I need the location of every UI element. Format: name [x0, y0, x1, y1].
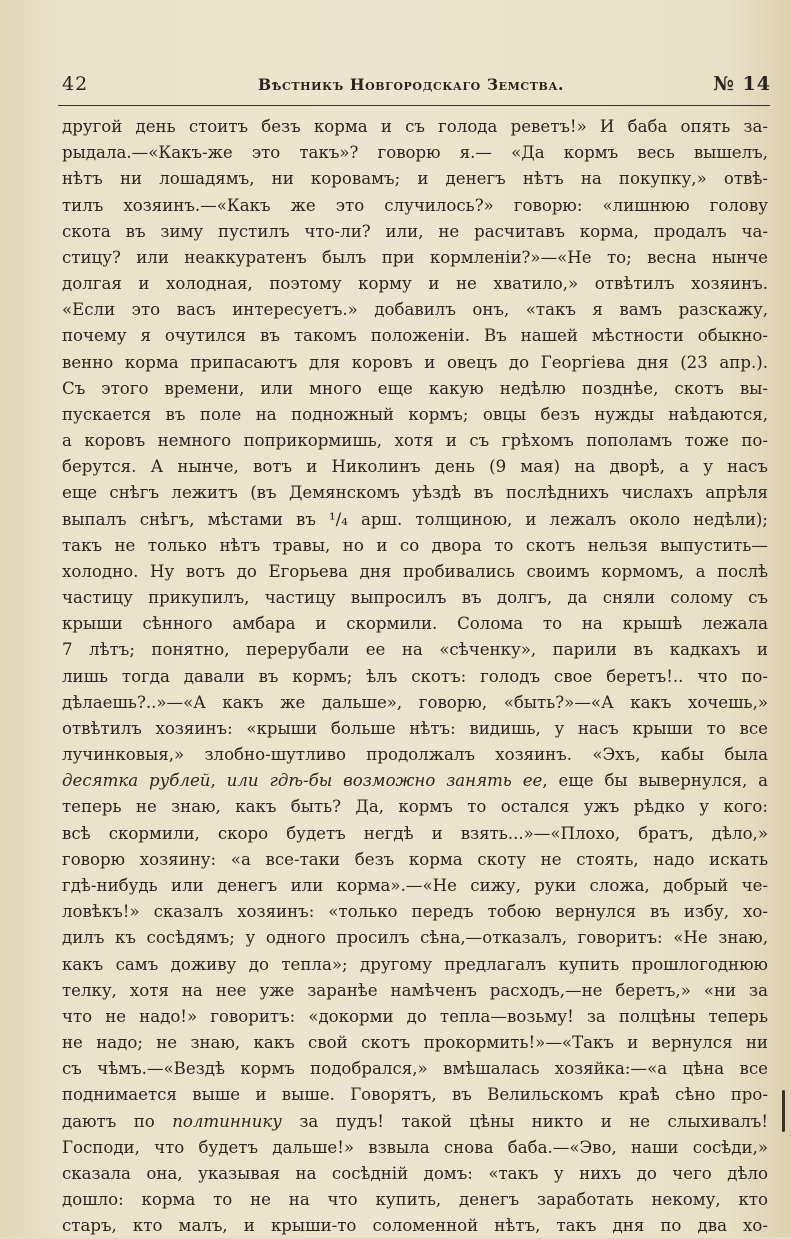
header-rule [58, 105, 770, 106]
text-segment: , еще бы вывернулся, а [542, 771, 768, 791]
text-line: дошло: корма то не на что купить, денегъ заработать некому, кто [62, 1190, 768, 1210]
text-line: говорю хозяину: «а все-таки безъ корма скоту не стоять, надо искать [62, 849, 768, 869]
text-line: какъ самъ доживу до тепла»; другому предлагалъ купить прошлогоднюю [62, 954, 768, 974]
text-line: скота въ зиму пустилъ что-ли? или, не расчитавъ корма, продалъ ча- [62, 221, 768, 241]
text-line: не надо; не знаю, какъ свой скотъ прокормить!»—«Такъ и вернулся ни [62, 1033, 768, 1053]
text-line: что не надо!» говоритъ: «докорми до тепла—возьму! за полцѣны теперь [62, 1006, 768, 1026]
text-line: всѣ скормили, скоро будетъ негдѣ и взять...»—«Плохо, братъ, дѣло,» [62, 823, 768, 843]
text-line: выпалъ снѣгъ, мѣстами въ ¹/₄ арш. толщиною, и лежалъ около недѣли); [62, 509, 768, 529]
text-line: а коровъ немного поприкормишь, хотя и съ грѣхомъ пополамъ тоже по- [62, 431, 768, 451]
text-line: рыдала.—«Какъ-же это такъ»? говорю я.— «Да кормъ весь вышелъ, [62, 143, 768, 163]
text-segment: за пудъ! такой цѣны никто и не слыхивалъ! [281, 1111, 768, 1131]
text-line [62, 768, 768, 794]
text-line: венно корма припасаютъ для коровъ и овецъ до Георгіева дня (23 апр.). [62, 352, 768, 372]
journal-title: Вѣстникъ Новгородскаго Земства. [258, 75, 564, 94]
text-line: дилъ къ сосѣдямъ; у одного просилъ сѣна,—отказалъ, говоритъ: «Не знаю, [62, 928, 768, 948]
text-line: лишь тогда давали въ кормъ; ѣлъ скотъ: голодъ свое беретъ!.. что по- [62, 666, 768, 686]
text-line: еще снѣгъ лежитъ (въ Демянскомъ уѣздѣ въ послѣднихъ числахъ апрѣля [62, 483, 768, 503]
text-line: частицу прикупилъ, частицу выпросилъ въ долгъ, да сняли солому съ [62, 588, 768, 608]
issue-number: № 14 [713, 73, 771, 95]
text-line: гдѣ-нибудь или денегъ или корма».—«Не сижу, руки сложа, добрый че- [62, 875, 768, 895]
italic-phrase: полтиннику [172, 1111, 282, 1131]
text-line: почему я очутился въ такомъ положеніи. Въ нашей мѣстности обыкно- [62, 326, 768, 346]
text-segment: даютъ по [62, 1111, 173, 1131]
text-line: другой день стоитъ безъ корма и съ голода реветъ!» И баба опять за- [62, 117, 768, 136]
text-line: съ чѣмъ.—«Вездѣ кормъ подобрался,» вмѣшалась хозяйка:—«а цѣна все [62, 1059, 768, 1079]
text-line: берутся. А нынче, вотъ и Николинъ день (9 мая) на дворѣ, а у насъ [62, 457, 768, 477]
text-line: «Если это васъ интересуетъ.» добавилъ онъ, «такъ я вамъ разскажу, [62, 300, 768, 320]
text-line: телку, хотя на нее уже заранѣе намѣченъ расходъ,—не беретъ,» «ни за [62, 980, 768, 1000]
italic-phrase: или гдѣ-бы возможно занять ее [226, 771, 543, 791]
text-line [62, 1109, 768, 1135]
text-line: дѣлаешь?..»—«А какъ же дальше», говорю, «быть?»—«А какъ хочешь,» [62, 692, 768, 712]
text-line: ловѣкъ!» сказалъ хозяинъ: «только передъ тобою вернулся въ избу, хо- [62, 902, 768, 922]
text-line: пускается въ поле на подножный кормъ; овцы безъ нужды наѣдаются, [62, 404, 768, 424]
text-line: отвѣтилъ хозяинъ: «крыши больше нѣтъ: видишь, у насъ крыши то все [62, 718, 768, 738]
text-line: Съ этого времени, или много еще какую недѣлю позднѣе, скотъ вы- [62, 378, 768, 398]
text-line: 7 лѣтъ; понятно, перерубали ее на «сѣченку», парили въ кадкахъ и [62, 640, 768, 660]
text-line: лучинковыя,» злобно-шутливо продолжалъ хозяинъ. «Эхъ, кабы была [62, 745, 768, 765]
text-line: теперь не знаю, какъ быть? Да, кормъ то остался ужъ рѣдко у кого: [62, 797, 768, 817]
text-line: Господи, что будетъ дальше!» взвыла снова баба.—«Эво, наши сосѣди,» [62, 1137, 768, 1157]
text-line: тилъ хозяинъ.—«Какъ же это случилось?» говорю: «лишнюю голову [62, 195, 768, 215]
text-line: нѣтъ ни лошадямъ, ни коровамъ; и денегъ нѣтъ на покупку,» отвѣ- [62, 169, 768, 189]
text-line: холодно. Ну вотъ до Егорьева дня пробивались своимъ кормомъ, а послѣ [62, 561, 768, 581]
text-line: крыши сѣнного амбара и скормили. Солома то на крышѣ лежала [62, 614, 768, 634]
text-segment: , [210, 771, 227, 791]
italic-phrase: десятка рублей [62, 771, 211, 791]
article-body [62, 114, 768, 1239]
text-line: такъ не только нѣтъ травы, но и со двора то скотъ нельзя выпустить— [62, 535, 768, 555]
text-line: сказала она, указывая на сосѣдній домъ: «такъ у нихъ до чего дѣло [62, 1163, 768, 1183]
page-header [62, 73, 771, 99]
text-line: старъ, кто малъ, и крыши-то соломенной нѣтъ, такъ дня по два хо- [62, 1216, 768, 1236]
text-line: долгая и холодная, поэтому корму и не хватило,» отвѣтилъ хозяинъ. [62, 274, 768, 294]
margin-mark [782, 1090, 785, 1132]
text-line: поднимается выше и выше. Говорятъ, въ Велильскомъ краѣ сѣно про- [62, 1085, 768, 1105]
text-line: стицу? или неаккуратенъ былъ при кормленіи?»—«Не то; весна нынче [62, 247, 768, 267]
page-number: 42 [62, 73, 89, 95]
